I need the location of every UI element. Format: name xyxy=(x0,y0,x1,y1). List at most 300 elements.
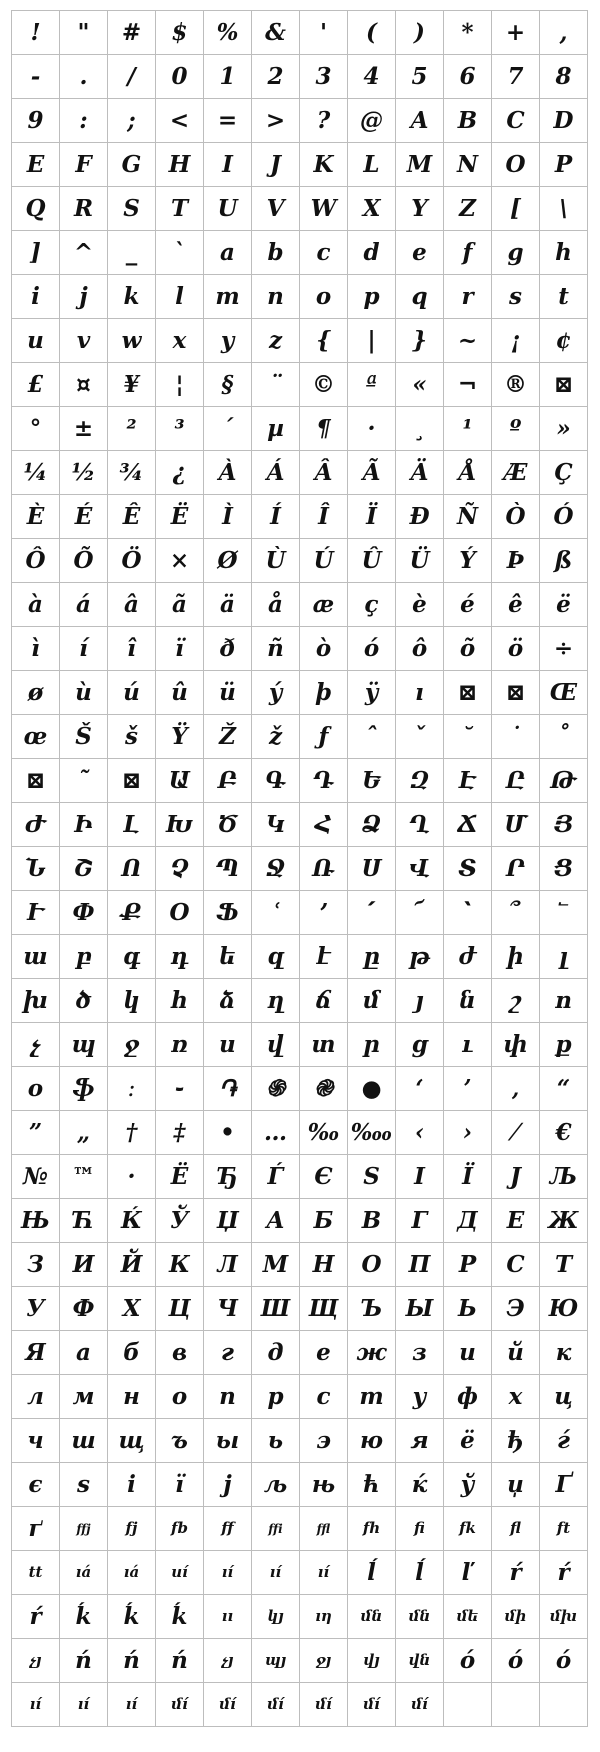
glyph-cell: մն xyxy=(348,1595,396,1639)
glyph-cell: ĺ xyxy=(348,1551,396,1595)
glyph-cell: Ü xyxy=(396,539,444,583)
glyph-cell: O xyxy=(492,143,540,187)
glyph-cell: ; xyxy=(108,99,156,143)
glyph-cell: à xyxy=(12,583,60,627)
glyph-cell: ıá xyxy=(108,1551,156,1595)
glyph-cell: Վ xyxy=(396,847,444,891)
glyph-cell: ó xyxy=(348,627,396,671)
glyph-cell: ¿ xyxy=(156,451,204,495)
glyph-cell: Ձ xyxy=(348,803,396,847)
glyph-cell: uí xyxy=(156,1551,204,1595)
glyph-cell: ¤ xyxy=(60,363,108,407)
glyph-cell: ц xyxy=(540,1375,588,1419)
glyph-cell: ճ xyxy=(300,979,348,1023)
glyph-cell: “ xyxy=(540,1067,588,1111)
glyph-cell: վն xyxy=(396,1639,444,1683)
glyph-cell: ß xyxy=(540,539,588,583)
glyph-cell: ˘ xyxy=(444,715,492,759)
glyph-cell: Ղ xyxy=(396,803,444,847)
glyph-cell: $ xyxy=(156,11,204,55)
glyph-cell: _ xyxy=(108,231,156,275)
glyph-cell: 6 xyxy=(444,55,492,99)
glyph-cell: ¢ xyxy=(540,319,588,363)
glyph-cell: Ç xyxy=(540,451,588,495)
glyph-cell: Å xyxy=(444,451,492,495)
glyph-cell: % xyxy=(204,11,252,55)
glyph-cell: ъ xyxy=(156,1419,204,1463)
glyph-cell: 7 xyxy=(492,55,540,99)
glyph-cell: Կ xyxy=(252,803,300,847)
glyph-cell: fl xyxy=(492,1507,540,1551)
glyph-cell: ffj xyxy=(60,1507,108,1551)
glyph-cell: ıı xyxy=(204,1595,252,1639)
glyph-cell: т xyxy=(348,1375,396,1419)
glyph-cell: = xyxy=(204,99,252,143)
glyph-cell: ¨ xyxy=(252,363,300,407)
glyph-cell: 8 xyxy=(540,55,588,99)
glyph-cell: ó xyxy=(444,1639,492,1683)
glyph-cell: Õ xyxy=(60,539,108,583)
glyph-cell: ä xyxy=(204,583,252,627)
glyph-cell: 3 xyxy=(300,55,348,99)
glyph-cell: ! xyxy=(12,11,60,55)
glyph-cell: ֊ xyxy=(156,1067,204,1111)
glyph-cell: \ xyxy=(540,187,588,231)
glyph-cell: շ xyxy=(492,979,540,1023)
glyph-cell: ' xyxy=(300,11,348,55)
glyph-cell: № xyxy=(12,1155,60,1199)
glyph-cell: € xyxy=(540,1111,588,1155)
glyph-cell: Չ xyxy=(156,847,204,891)
glyph-cell: · xyxy=(108,1155,156,1199)
glyph-cell: Ւ xyxy=(12,891,60,935)
glyph-cell: պ xyxy=(60,1023,108,1067)
glyph-cell: Ђ xyxy=(204,1155,252,1199)
glyph-cell: i xyxy=(12,275,60,319)
glyph-cell: Դ xyxy=(300,759,348,803)
glyph-cell: х xyxy=(492,1375,540,1419)
glyph-cell: ô xyxy=(396,627,444,671)
glyph-cell: Ô xyxy=(12,539,60,583)
glyph-cell: ì xyxy=(12,627,60,671)
glyph-cell: ¬ xyxy=(444,363,492,407)
glyph-cell: º xyxy=(492,407,540,451)
glyph-cell: մի xyxy=(492,1595,540,1639)
glyph-cell: › xyxy=(444,1111,492,1155)
glyph-cell: Í xyxy=(252,495,300,539)
glyph-cell: X xyxy=(348,187,396,231)
glyph-cell: ռ xyxy=(156,1023,204,1067)
glyph-cell: б xyxy=(108,1331,156,1375)
glyph-cell: Ա xyxy=(156,759,204,803)
glyph-cell: ÿ xyxy=(348,671,396,715)
glyph-cell: Ê xyxy=(108,495,156,539)
glyph-cell: ˙ xyxy=(492,715,540,759)
glyph-cell: ıí xyxy=(12,1683,60,1727)
glyph-cell: ‰ xyxy=(300,1111,348,1155)
glyph-cell: դ xyxy=(156,935,204,979)
glyph-cell: ıí xyxy=(108,1683,156,1727)
glyph-cell: tt xyxy=(12,1551,60,1595)
glyph-cell: գ xyxy=(108,935,156,979)
glyph-cell: й xyxy=(492,1331,540,1375)
glyph-cell: Š xyxy=(60,715,108,759)
glyph-cell: L xyxy=(348,143,396,187)
glyph-cell: ± xyxy=(60,407,108,451)
glyph-cell: э xyxy=(300,1419,348,1463)
glyph-cell: Ø xyxy=(204,539,252,583)
glyph-cell: + xyxy=(492,11,540,55)
glyph-cell: ՟ xyxy=(540,891,588,935)
glyph-cell: ıí xyxy=(300,1551,348,1595)
glyph-cell: È xyxy=(12,495,60,539)
glyph-cell: ? xyxy=(300,99,348,143)
glyph-cell: в xyxy=(156,1331,204,1375)
glyph-cell: Ш xyxy=(252,1287,300,1331)
glyph-cell: * xyxy=(444,11,492,55)
glyph-cell: â xyxy=(108,583,156,627)
glyph-cell: fi xyxy=(396,1507,444,1551)
glyph-cell: Ց xyxy=(540,847,588,891)
glyph-cell: ը xyxy=(348,935,396,979)
glyph-cell: < xyxy=(156,99,204,143)
glyph-cell: ՛ xyxy=(348,891,396,935)
glyph-cell: / xyxy=(108,55,156,99)
glyph-cell: ľ xyxy=(444,1551,492,1595)
glyph-cell: Ե xyxy=(348,759,396,803)
glyph-cell: ՜ xyxy=(396,891,444,935)
glyph-cell: մí xyxy=(252,1683,300,1727)
glyph-cell: E xyxy=(12,143,60,187)
glyph-cell: Ù xyxy=(252,539,300,583)
glyph-cell: к xyxy=(540,1331,588,1375)
glyph-cell: ћ xyxy=(348,1463,396,1507)
glyph-cell: ѓ xyxy=(540,1419,588,1463)
glyph-cell: ё xyxy=(444,1419,492,1463)
glyph-cell: ó xyxy=(540,1639,588,1683)
glyph-cell: ï xyxy=(156,627,204,671)
glyph-cell: b xyxy=(252,231,300,275)
glyph-cell: Û xyxy=(348,539,396,583)
glyph-cell: Э xyxy=(492,1287,540,1331)
glyph-cell: Щ xyxy=(300,1287,348,1331)
glyph-cell: } xyxy=(396,319,444,363)
glyph-cell: ա xyxy=(12,935,60,979)
glyph-cell: ff xyxy=(204,1507,252,1551)
glyph-cell: И xyxy=(60,1243,108,1287)
glyph-cell: ý xyxy=(252,671,300,715)
glyph-cell: s xyxy=(492,275,540,319)
glyph-cell: | xyxy=(348,319,396,363)
glyph-cell: ˆ xyxy=(348,715,396,759)
glyph-cell: k xyxy=(108,275,156,319)
glyph-cell: ՝ xyxy=(444,891,492,935)
glyph-cell: À xyxy=(204,451,252,495)
glyph-cell: վյ xyxy=(348,1639,396,1683)
glyph-cell: , xyxy=(540,11,588,55)
glyph-cell: B xyxy=(444,99,492,143)
glyph-cell: ф xyxy=(444,1375,492,1419)
glyph-cell: ն xyxy=(444,979,492,1023)
glyph-cell: ð xyxy=(204,627,252,671)
glyph-cell: ¾ xyxy=(108,451,156,495)
glyph-cell: C xyxy=(492,99,540,143)
glyph-cell: ֏ xyxy=(204,1067,252,1111)
glyph-cell: р xyxy=(252,1375,300,1419)
glyph-cell: 2 xyxy=(252,55,300,99)
glyph-cell: Տ xyxy=(444,847,492,891)
glyph-cell: ո xyxy=(540,979,588,1023)
glyph-cell: Ֆ xyxy=(204,891,252,935)
glyph-cell: ıí xyxy=(204,1551,252,1595)
glyph-cell: & xyxy=(252,11,300,55)
glyph-cell: Ն xyxy=(12,847,60,891)
glyph-cell: fb xyxy=(156,1507,204,1551)
glyph-cell: Ï xyxy=(348,495,396,539)
glyph-cell: Ѓ xyxy=(252,1155,300,1199)
glyph-cell: „ xyxy=(60,1111,108,1155)
glyph-cell: Ը xyxy=(492,759,540,803)
glyph-cell: Х xyxy=(108,1287,156,1331)
glyph-cell: ֎ xyxy=(300,1067,348,1111)
glyph-cell: Փ xyxy=(60,891,108,935)
glyph-cell: ù xyxy=(60,671,108,715)
glyph-cell: Ր xyxy=(492,847,540,891)
glyph-cell: J xyxy=(252,143,300,187)
glyph-cell xyxy=(492,1683,540,1727)
glyph-cell: ւ xyxy=(444,1023,492,1067)
glyph-cell: j xyxy=(60,275,108,319)
glyph-cell: կ xyxy=(108,979,156,1023)
glyph-cell: z xyxy=(252,319,300,363)
glyph-cell: щ xyxy=(108,1419,156,1463)
glyph-cell: o xyxy=(300,275,348,319)
glyph-cell: W xyxy=(300,187,348,231)
glyph-cell: ձ xyxy=(204,979,252,1023)
glyph-cell: і xyxy=(108,1463,156,1507)
glyph-cell: ” xyxy=(12,1111,60,1155)
glyph-cell: ń xyxy=(60,1639,108,1683)
glyph-cell: Â xyxy=(300,451,348,495)
glyph-cell: ⊠ xyxy=(12,759,60,803)
glyph-cell: ú xyxy=(108,671,156,715)
glyph-cell: N xyxy=(444,143,492,187)
glyph-cell: n xyxy=(252,275,300,319)
glyph-cell: մí xyxy=(204,1683,252,1727)
glyph-cell: ~ xyxy=(444,319,492,363)
glyph-cell: Զ xyxy=(396,759,444,803)
glyph-cell: Л xyxy=(204,1243,252,1287)
glyph-cell: ń xyxy=(108,1639,156,1683)
glyph-cell: д xyxy=(252,1331,300,1375)
glyph-cell: П xyxy=(396,1243,444,1287)
glyph-cell: մí xyxy=(156,1683,204,1727)
glyph-cell: ŕ xyxy=(12,1595,60,1639)
glyph-cell: ž xyxy=(252,715,300,759)
glyph-cell: С xyxy=(492,1243,540,1287)
glyph-cell: Й xyxy=(108,1243,156,1287)
glyph-cell: ї xyxy=(156,1463,204,1507)
glyph-cell: ⊠ xyxy=(540,363,588,407)
glyph-cell: × xyxy=(156,539,204,583)
glyph-cell: ж xyxy=(348,1331,396,1375)
glyph-cell: å xyxy=(252,583,300,627)
glyph-cell: ( xyxy=(348,11,396,55)
glyph-cell: ` xyxy=(156,231,204,275)
glyph-cell: ¦ xyxy=(156,363,204,407)
glyph-cell: ՙ xyxy=(252,891,300,935)
glyph-cell: ґ xyxy=(12,1507,60,1551)
glyph-cell: п xyxy=(204,1375,252,1419)
glyph-cell: њ xyxy=(300,1463,348,1507)
glyph-cell: ⊠ xyxy=(444,671,492,715)
glyph-cell: ® xyxy=(492,363,540,407)
glyph-cell: ю xyxy=(348,1419,396,1463)
glyph-cell: Հ xyxy=(300,803,348,847)
glyph-cell: ó xyxy=(492,1639,540,1683)
glyph-cell: ÷ xyxy=(540,627,588,671)
glyph-cell: չյ xyxy=(12,1639,60,1683)
glyph-cell: ի xyxy=(492,935,540,979)
glyph-cell: ‡ xyxy=(156,1111,204,1155)
glyph-cell: ıí xyxy=(60,1683,108,1727)
glyph-cell: ıí xyxy=(252,1551,300,1595)
glyph-cell: • xyxy=(204,1111,252,1155)
glyph-cell: w xyxy=(108,319,156,363)
glyph-cell: ^ xyxy=(60,231,108,275)
glyph-cell: Ч xyxy=(204,1287,252,1331)
glyph-cell: x xyxy=(156,319,204,363)
glyph-cell: # xyxy=(108,11,156,55)
glyph-cell: ƒ xyxy=(300,715,348,759)
glyph-cell: 4 xyxy=(348,55,396,99)
glyph-cell: [ xyxy=(492,187,540,231)
glyph-cell: Ծ xyxy=(204,803,252,847)
glyph-cell: л xyxy=(12,1375,60,1419)
glyph-cell: խ xyxy=(12,979,60,1023)
glyph-cell: Ц xyxy=(156,1287,204,1331)
glyph-cell: ќ xyxy=(396,1463,444,1507)
glyph-cell: ¹ xyxy=(444,407,492,451)
glyph-cell: Ј xyxy=(492,1155,540,1199)
glyph-cell: u xyxy=(12,319,60,363)
glyph-cell: Ò xyxy=(492,495,540,539)
glyph-cell: í xyxy=(60,627,108,671)
glyph-cell: Գ xyxy=(252,759,300,803)
glyph-cell: Ъ xyxy=(348,1287,396,1331)
glyph-cell: ⁄ xyxy=(492,1111,540,1155)
glyph-cell: p xyxy=(348,275,396,319)
glyph-cell: ñ xyxy=(252,627,300,671)
glyph-cell: ¥ xyxy=(108,363,156,407)
glyph-cell: Ґ xyxy=(540,1463,588,1507)
glyph-cell: Ì xyxy=(204,495,252,539)
glyph-cell: Ã xyxy=(348,451,396,495)
glyph-cell: զ xyxy=(252,935,300,979)
glyph-cell: © xyxy=(300,363,348,407)
glyph-cell: Î xyxy=(300,495,348,539)
glyph-cell: · xyxy=(348,407,396,451)
glyph-cell: ´ xyxy=(204,407,252,451)
glyph-cell: ղ xyxy=(252,979,300,1023)
glyph-cell: е xyxy=(300,1331,348,1375)
glyph-cell: D xyxy=(540,99,588,143)
glyph-cell: մí xyxy=(348,1683,396,1727)
glyph-cell: а xyxy=(60,1331,108,1375)
glyph-cell: ч xyxy=(12,1419,60,1463)
glyph-cell: џ xyxy=(492,1463,540,1507)
glyph-cell: q xyxy=(396,275,444,319)
glyph-cell: Œ xyxy=(540,671,588,715)
glyph-cell: վ xyxy=(252,1023,300,1067)
glyph-cell: ֆ xyxy=(60,1067,108,1111)
glyph-cell: ր xyxy=(348,1023,396,1067)
glyph-cell: ° xyxy=(12,407,60,451)
glyph-cell: В xyxy=(348,1199,396,1243)
glyph-cell: З xyxy=(12,1243,60,1287)
glyph-cell: Т xyxy=(540,1243,588,1287)
glyph-cell: Ф xyxy=(60,1287,108,1331)
glyph-cell: r xyxy=(444,275,492,319)
glyph-cell: 0 xyxy=(156,55,204,99)
glyph-cell: § xyxy=(204,363,252,407)
glyph-cell: fj xyxy=(108,1507,156,1551)
glyph-cell: Р xyxy=(444,1243,492,1287)
glyph-cell: Մ xyxy=(492,803,540,847)
glyph-cell: ² xyxy=(108,407,156,451)
glyph-cell: մí xyxy=(396,1683,444,1727)
glyph-cell: օ xyxy=(12,1067,60,1111)
glyph-cell: @ xyxy=(348,99,396,143)
glyph-cell: Ի xyxy=(60,803,108,847)
glyph-cell: є xyxy=(12,1463,60,1507)
glyph-cell: œ xyxy=(12,715,60,759)
glyph-cell: ⊠ xyxy=(492,671,540,715)
glyph-cell: Ж xyxy=(540,1199,588,1243)
glyph-cell: Њ xyxy=(12,1199,60,1243)
glyph-cell: e xyxy=(396,231,444,275)
glyph-cell: ў xyxy=(444,1463,492,1507)
glyph-cell: ¡ xyxy=(492,319,540,363)
glyph-cell: ŕ xyxy=(540,1551,588,1595)
glyph-cell: и xyxy=(444,1331,492,1375)
glyph-cell: ժ xyxy=(444,935,492,979)
glyph-cell: v xyxy=(60,319,108,363)
glyph-cell: Ќ xyxy=(108,1199,156,1243)
glyph-cell: Բ xyxy=(204,759,252,803)
glyph-cell: А xyxy=(252,1199,300,1243)
glyph-cell: ] xyxy=(12,231,60,275)
glyph-cell: Պ xyxy=(204,847,252,891)
glyph-cell: բ xyxy=(60,935,108,979)
glyph-cell: H xyxy=(156,143,204,187)
glyph-cell: Ñ xyxy=(444,495,492,539)
glyph-cell: † xyxy=(108,1111,156,1155)
glyph-cell: … xyxy=(252,1111,300,1155)
glyph-cell: ã xyxy=(156,583,204,627)
glyph-cell: մե xyxy=(444,1595,492,1639)
glyph-cell: 9 xyxy=(12,99,60,143)
glyph-cell: Ў xyxy=(156,1199,204,1243)
glyph-cell: 5 xyxy=(396,55,444,99)
glyph-cell: A xyxy=(396,99,444,143)
glyph-cell: T xyxy=(156,187,204,231)
glyph-cell: ń xyxy=(156,1639,204,1683)
glyph-cell: ŕ xyxy=(492,1551,540,1595)
glyph-cell: ˇ xyxy=(396,715,444,759)
glyph-cell: h xyxy=(540,231,588,275)
glyph-cell: > xyxy=(252,99,300,143)
